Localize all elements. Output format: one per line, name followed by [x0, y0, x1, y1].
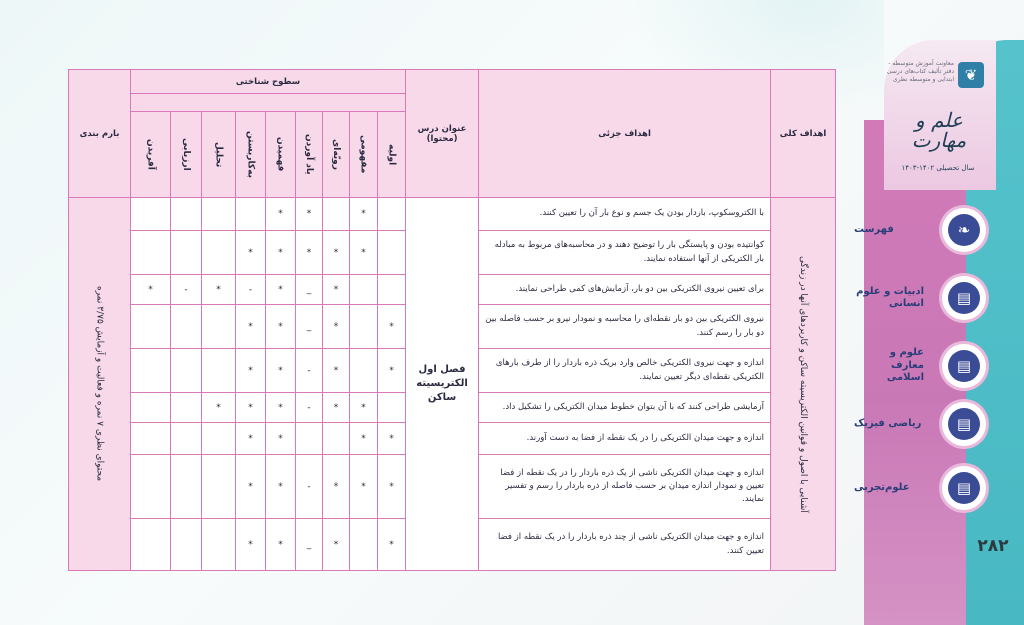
level-mark: * [236, 455, 266, 519]
emblem-icon: ❦ [958, 62, 984, 88]
level-mark: * [236, 349, 266, 393]
level-mark: - [171, 275, 202, 305]
nav-item-label: فهرست [854, 223, 894, 235]
nav-item-button[interactable] [942, 466, 986, 510]
level-mark: * [323, 393, 350, 423]
level-mark: * [323, 519, 350, 571]
level-mark [131, 305, 171, 349]
level-mark [171, 423, 202, 455]
header-scoring: بارم بندی [69, 70, 131, 198]
level-mark: * [296, 198, 323, 231]
level-mark: * [378, 423, 406, 455]
level-mark: * [350, 231, 378, 275]
header-level-label: رویّه‌ای [331, 139, 342, 170]
year-label: سال تحصیلی ۱۴۰۲-۱۴۰۳ [901, 164, 975, 172]
level-mark [378, 198, 406, 231]
level-mark [202, 305, 236, 349]
general-goal-cell [771, 198, 836, 571]
scoring-cell [69, 198, 131, 571]
book-icon: ▤ [948, 472, 980, 504]
objective-cell: برای تعیین نیروی الکتریکی بین دو بار، آزمایش‌های کمی طراحی نمایند. [479, 275, 771, 305]
header-level-label: اولیه [386, 143, 397, 166]
lesson-title-cell: فصل اول الکتریسیته ساکن [406, 198, 479, 571]
logo-text: معاونت آموزش متوسطه - دفتر تألیف کتاب‌های درسی ابتدایی و متوسطه نظری [886, 60, 954, 83]
level-mark: * [378, 305, 406, 349]
header-level-4 [266, 112, 296, 198]
level-mark [171, 349, 202, 393]
header-level-label: فهمیدن [275, 137, 286, 172]
level-mark [202, 349, 236, 393]
level-mark: * [323, 231, 350, 275]
header-level-label: یاد آوردن [304, 134, 315, 175]
header-level-8 [131, 112, 171, 198]
general-goal-text: آشنایی با اصول و قوانین الکتریسیته ساکن و کاربردهای آنها در زندگی [798, 255, 809, 513]
level-mark: * [296, 231, 323, 275]
table-row [69, 198, 836, 231]
header-level-2 [323, 112, 350, 198]
level-mark [131, 423, 171, 455]
level-mark: * [266, 231, 296, 275]
objectives-table [68, 69, 836, 571]
level-mark [171, 393, 202, 423]
level-mark: * [323, 275, 350, 305]
objective-cell: آزمایشی طراحی کنند که با آن بتوان خطوط میدان الکتریکی را تشکیل داد. [479, 393, 771, 423]
level-mark [378, 275, 406, 305]
leaf-icon: ❧ [948, 214, 980, 246]
level-mark: * [266, 393, 296, 423]
level-mark: - [296, 349, 323, 393]
level-mark: * [350, 198, 378, 231]
objective-cell: اندازه و جهت میدان الکتریکی ناشی از یک ذره باردار را در یک نقطه از فضا تعیین و نمودار اندازه میدان بر حسب فاصله از ذره باردار را رسم و تفسیر نمایند. [479, 455, 771, 519]
level-mark [323, 198, 350, 231]
level-mark: - [296, 455, 323, 519]
nav-item-2[interactable] [868, 344, 986, 388]
header-spacer [131, 94, 406, 112]
level-mark: * [266, 455, 296, 519]
level-mark: * [350, 423, 378, 455]
header-level-1 [350, 112, 378, 198]
level-mark [202, 198, 236, 231]
level-mark [323, 423, 350, 455]
level-mark [171, 198, 202, 231]
level-mark [131, 455, 171, 519]
page-number: ۲۸۲ [977, 536, 1009, 556]
nav-item-label: ریاضی فیزیک [854, 417, 922, 429]
level-mark: * [378, 349, 406, 393]
level-mark: * [236, 393, 266, 423]
level-mark: * [202, 393, 236, 423]
sidebar [854, 0, 1024, 625]
level-mark: * [236, 231, 266, 275]
nav-item-button[interactable] [942, 344, 986, 388]
objective-cell: اندازه و جهت نیروی الکتریکی خالص وارد بریک ذره باردار را از طرف بارهای الکتریکی نقطه‌ای دیگر تعیین نمایند. [479, 349, 771, 393]
ministry-logo [886, 54, 986, 110]
nav-item-0[interactable] [854, 208, 986, 252]
calligraphy-title: علم و مهارت [911, 108, 967, 152]
header-level-7 [171, 112, 202, 198]
level-mark [131, 519, 171, 571]
level-mark [171, 231, 202, 275]
level-mark [171, 305, 202, 349]
level-mark: * [266, 275, 296, 305]
level-mark [296, 423, 323, 455]
level-mark: - [296, 393, 323, 423]
level-mark: * [266, 519, 296, 571]
level-mark: * [350, 393, 378, 423]
level-mark [202, 423, 236, 455]
level-mark [131, 231, 171, 275]
level-mark [378, 231, 406, 275]
level-mark: * [131, 275, 171, 305]
level-mark: * [202, 275, 236, 305]
level-mark: * [266, 198, 296, 231]
objectives-table-container [68, 69, 835, 556]
level-mark [236, 198, 266, 231]
level-mark [171, 455, 202, 519]
header-level-0 [378, 112, 406, 198]
objective-cell: اندازه و جهت میدان الکتریکی را در یک نقطه از فضا به دست آورند. [479, 423, 771, 455]
nav-item-button[interactable] [942, 402, 986, 446]
nav-item-1[interactable] [856, 276, 986, 320]
header-level-5 [236, 112, 266, 198]
level-mark: * [236, 423, 266, 455]
objective-cell: با الکتروسکوپ، باردار بودن یک جسم و نوع بار آن را تعیین کنند. [479, 198, 771, 231]
header-level-6 [202, 112, 236, 198]
header-level-label: مفهومی [358, 135, 369, 174]
level-mark: * [236, 519, 266, 571]
level-mark [350, 275, 378, 305]
nav-item-label: ادبیات و علوم انسانی [856, 285, 924, 309]
level-mark [171, 519, 202, 571]
nav-item-label: علوم‌تجربی [854, 481, 910, 493]
header-general-goals: اهداف کلی [771, 70, 836, 198]
header-level-label: آفریدن [145, 139, 156, 170]
level-mark [350, 305, 378, 349]
book-icon: ▤ [948, 408, 980, 440]
nav-item-3[interactable] [854, 402, 986, 446]
objective-cell: نیروی الکتریکی بین دو بار نقطه‌ای را محاسبه و نمودار نیرو بر حسب فاصله بین دو بار را رسم کنند. [479, 305, 771, 349]
level-mark [131, 393, 171, 423]
level-mark [350, 519, 378, 571]
book-icon: ▤ [948, 350, 980, 382]
header-level-label: به‌کاربستن [245, 131, 256, 178]
level-mark: * [236, 305, 266, 349]
level-mark: * [266, 423, 296, 455]
header-level-label: تحلیل [213, 141, 224, 168]
level-mark [202, 231, 236, 275]
nav-item-label: علوم و معارف اسلامی [886, 347, 924, 384]
level-mark: _ [296, 519, 323, 571]
level-mark: * [378, 519, 406, 571]
header-level-3 [296, 112, 323, 198]
header-lesson-title: عنوان درس (محتوا) [406, 70, 479, 198]
level-mark: * [323, 305, 350, 349]
nav-item-button[interactable] [942, 208, 986, 252]
level-mark: * [266, 305, 296, 349]
objective-cell: کوانتیده بودن و پایستگی بار را توضیح دهند و در محاسبه‌های مربوط به مبادله بار الکتریکی از آنها استفاده نمایند. [479, 231, 771, 275]
objective-cell: اندازه و جهت میدان الکتریکی ناشی از چند ذره باردار را در یک نقطه از فضا تعیین کنند. [479, 519, 771, 571]
level-mark: * [323, 349, 350, 393]
level-mark: * [350, 455, 378, 519]
nav-item-button[interactable] [942, 276, 986, 320]
header-cognitive-levels: سطوح شناختی [131, 70, 406, 94]
level-mark [131, 349, 171, 393]
level-mark: _ [296, 275, 323, 305]
scoring-text: محتوای نظری ۷ نمره و فعالیت و آزمایش ۳/۷۵ نمره [94, 286, 105, 482]
level-mark: _ [296, 305, 323, 349]
level-mark: * [323, 455, 350, 519]
level-mark: * [266, 349, 296, 393]
level-mark [202, 455, 236, 519]
level-mark [202, 519, 236, 571]
level-mark [350, 349, 378, 393]
header-level-label: ارزیابی [181, 138, 192, 171]
level-mark [378, 393, 406, 423]
book-icon: ▤ [948, 282, 980, 314]
header-partial-goals: اهداف جزئی [479, 70, 771, 198]
level-mark: - [236, 275, 266, 305]
nav-item-4[interactable] [854, 466, 986, 510]
level-mark [131, 198, 171, 231]
level-mark: * [378, 455, 406, 519]
